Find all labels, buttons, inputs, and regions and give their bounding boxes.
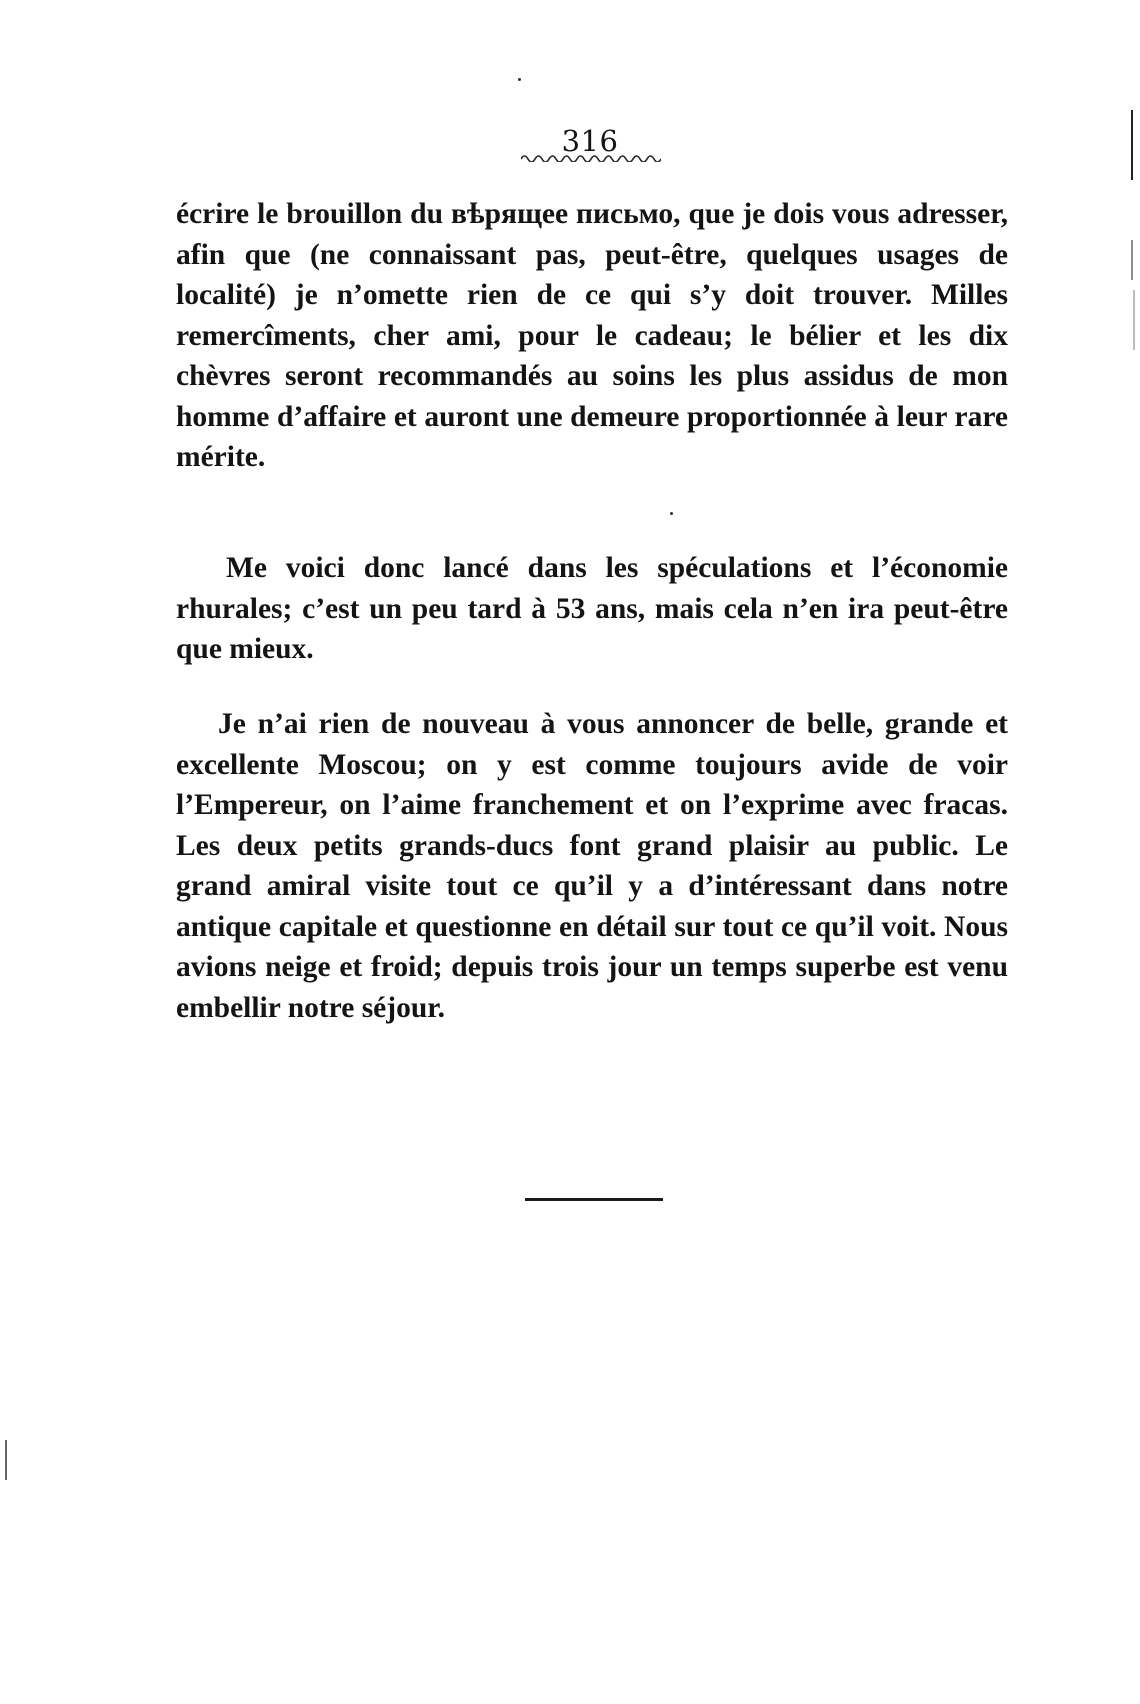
scan-edge-mark: [1131, 240, 1133, 280]
page-number: 316: [561, 124, 619, 158]
paragraph: Je n’ai rien de nouveau à vous annoncer de belle, grande et excellente Moscou; on y est comme toujours avide de voir l’Empereur, on l’aime franchement et on l’exprime avec fracas. Les deux petits grands-ducs font grand plaisir au public. Le grand amiral visite tout ce qu’il y a d’intéressant dans notre antique capitale et questionne en détail sur tout ce qu’il voit. Nous avions neige et froid; depuis trois jour un temps superbe est venu embellir notre séjour.: [176, 708, 1008, 1024]
scan-edge-mark: [1133, 290, 1135, 350]
paragraph: Me voici donc lancé dans les spéculations et l’économie rhurales; c’est un peu tard à 53 ans, mais cela n’en ira peut-être que mieux.: [176, 552, 1008, 665]
scan-edge-mark: [5, 1440, 7, 1480]
scan-speck: [670, 512, 673, 515]
paragraph-continuation: écrire le brouillon du вѣрящее письмо, que je dois vous adresser, afin que (ne connaissant pas, peut-être, quelques usages de localité) je n’omette rien de ce qui s’y doit trouver. Milles remercîments, cher ami, pour le cadeau; le bélier et les dix chèvres seront recommandés au soins les plus assidus de mon homme d’affaire et auront une demeure proportionnée à leur rare mérite.: [176, 198, 1008, 473]
scan-speck: [518, 78, 521, 81]
end-rule: [525, 1198, 663, 1201]
wavy-ornament-rule: [521, 152, 661, 162]
